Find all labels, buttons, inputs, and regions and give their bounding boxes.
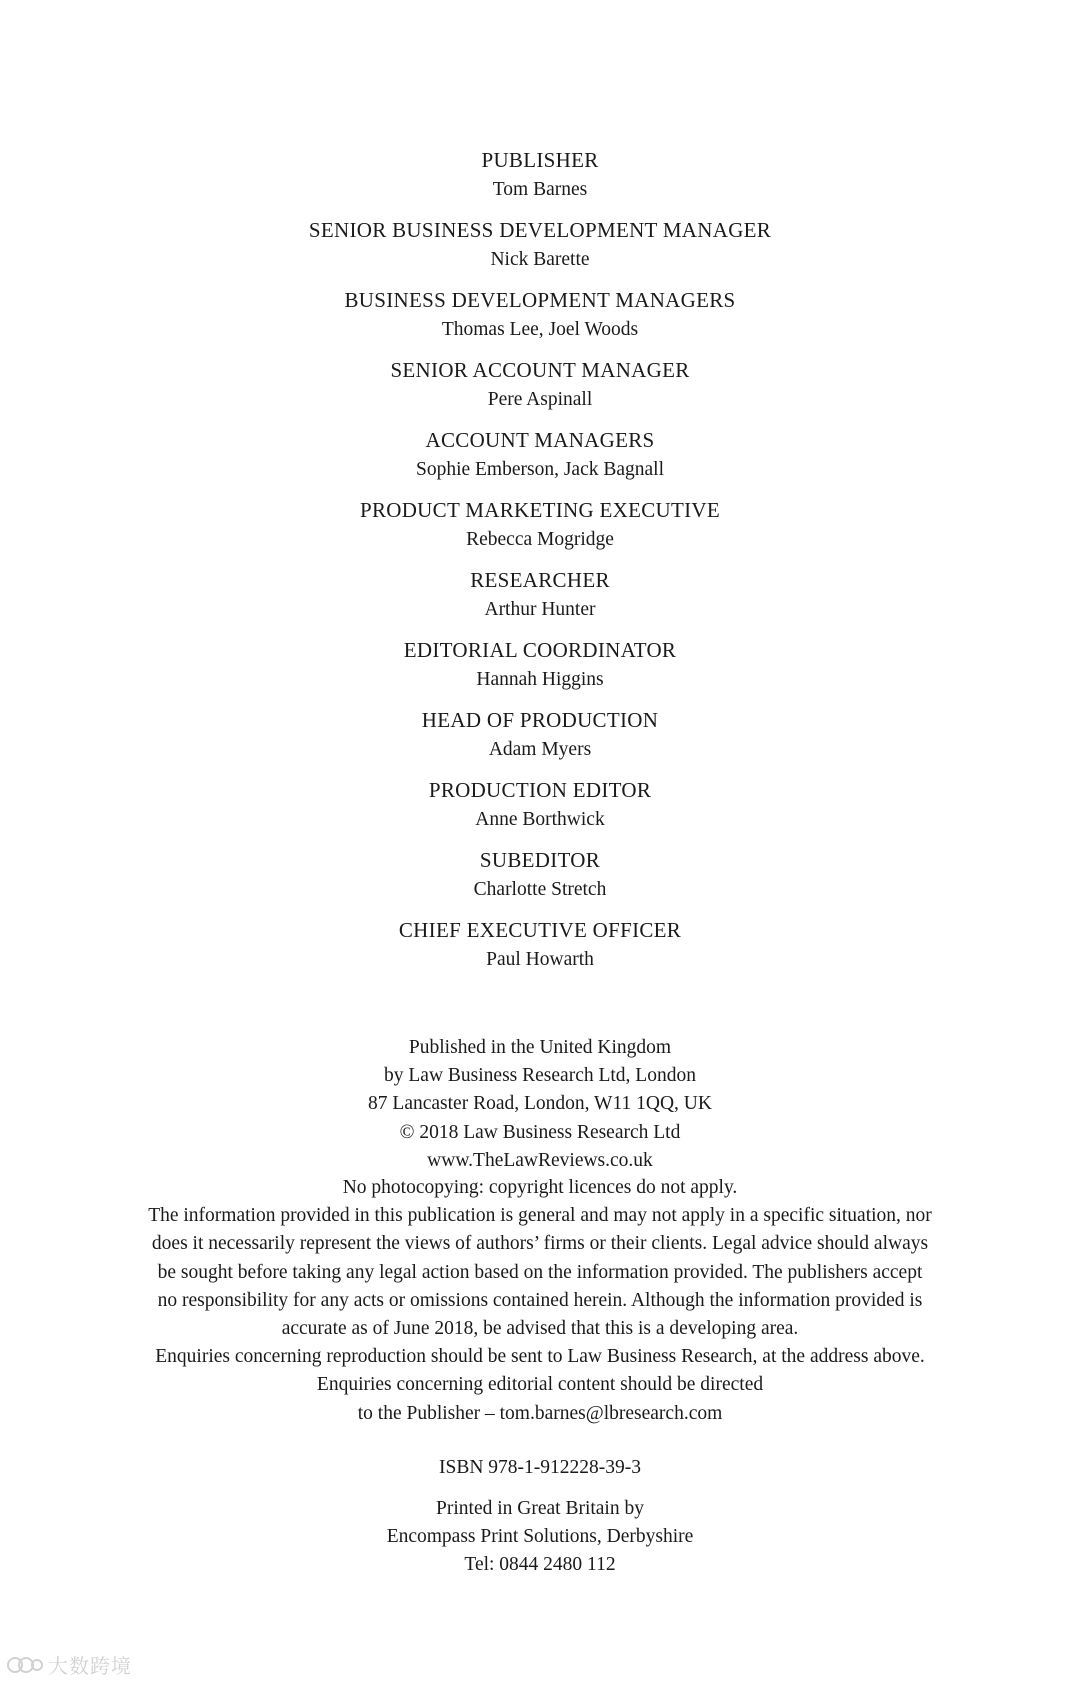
disclaimer-line: Enquiries concerning editorial content should be directed	[316, 1374, 764, 1396]
credit-names: Arthur Hunter	[484, 599, 596, 620]
credit-role: PRODUCT MARKETING EXECUTIVE	[359, 498, 721, 522]
credit-researcher	[0, 566, 1080, 624]
credit-role: PRODUCTION EDITOR	[428, 778, 652, 802]
credit-business-development-managers	[0, 286, 1080, 344]
credit-role: EDITORIAL COORDINATOR	[403, 638, 677, 662]
credit-names: Charlotte Stretch	[473, 879, 607, 900]
brand-logo-icon	[6, 1654, 44, 1676]
credit-role: RESEARCHER	[470, 568, 610, 592]
credit-production-editor	[0, 776, 1080, 834]
credit-product-marketing-executive	[0, 496, 1080, 554]
credit-names: Adam Myers	[488, 739, 592, 760]
copyright-notice: © 2018 Law Business Research Ltd	[399, 1121, 681, 1143]
printer-name: Encompass Print Solutions, Derbyshire	[386, 1526, 694, 1548]
printer-phone: Tel: 0844 2480 112	[464, 1554, 616, 1576]
credit-role: CHIEF EXECUTIVE OFFICER	[398, 918, 682, 942]
credit-names: Thomas Lee, Joel Woods	[441, 319, 639, 340]
credit-account-managers	[0, 426, 1080, 484]
disclaimer-line: The information provided in this publication is general and may not apply in a specific situation, nor	[148, 1205, 932, 1227]
credit-chief-executive-officer	[0, 916, 1080, 974]
credit-role: SENIOR BUSINESS DEVELOPMENT MANAGER	[308, 218, 772, 242]
credit-publisher	[0, 146, 1080, 204]
credit-role: HEAD OF PRODUCTION	[421, 708, 659, 732]
credit-names: Anne Borthwick	[475, 809, 605, 830]
credit-names: Paul Howarth	[486, 949, 594, 970]
credit-editorial-coordinator	[0, 636, 1080, 694]
credit-names: Sophie Emberson, Jack Bagnall	[415, 459, 665, 480]
disclaimer-line: Enquiries concerning reproduction should be sent to Law Business Research, at the address above.	[155, 1346, 925, 1368]
publisher-contact-line: to the Publisher – tom.barnes@lbresearch.com	[357, 1402, 723, 1424]
credit-names: Rebecca Mogridge	[466, 529, 614, 550]
credit-subeditor	[0, 846, 1080, 904]
disclaimer-line: no responsibility for any acts or omissions contained herein. Although the information provided is	[157, 1289, 923, 1311]
imprint-line: Published in the United Kingdom	[408, 1037, 672, 1058]
watermark	[6, 1650, 132, 1679]
printer-line: Printed in Great Britain by	[436, 1498, 644, 1519]
credit-role: SUBEDITOR	[479, 848, 601, 872]
credit-senior-business-development-manager	[0, 216, 1080, 274]
credit-names: Tom Barnes	[492, 179, 588, 200]
disclaimer-line: does it necessarily represent the views of authors’ firms or their clients. Legal advice should always	[151, 1233, 929, 1255]
credit-names: Hannah Higgins	[476, 669, 604, 690]
credit-senior-account-manager	[0, 356, 1080, 414]
credit-role: SENIOR ACCOUNT MANAGER	[390, 358, 690, 382]
credit-names: Pere Aspinall	[487, 389, 593, 410]
isbn-number: ISBN 978-1-912228-39-3	[438, 1457, 642, 1478]
credit-names: Nick Barette	[490, 249, 590, 270]
imprint-line: by Law Business Research Ltd, London	[384, 1065, 696, 1087]
disclaimer-line: No photocopying: copyright licences do not apply.	[342, 1177, 738, 1198]
watermark-text: 大数跨境	[48, 1654, 132, 1678]
credit-role: PUBLISHER	[481, 148, 599, 172]
credit-role: ACCOUNT MANAGERS	[425, 428, 655, 452]
disclaimer-line: accurate as of June 2018, be advised that this is a developing area.	[281, 1318, 799, 1340]
legal-disclaimer	[100, 1174, 980, 1428]
printer-details	[0, 1495, 1080, 1580]
credit-role: BUSINESS DEVELOPMENT MANAGERS	[344, 288, 736, 312]
staff-credits	[0, 146, 1080, 986]
publisher-imprint	[0, 1034, 1080, 1175]
imprint-address: 87 Lancaster Road, London, W11 1QQ, UK	[368, 1093, 712, 1115]
website-url: www.TheLawReviews.co.uk	[427, 1149, 653, 1171]
credit-head-of-production	[0, 706, 1080, 764]
disclaimer-line: be sought before taking any legal action based on the information provided. The publishers accept	[157, 1261, 923, 1283]
